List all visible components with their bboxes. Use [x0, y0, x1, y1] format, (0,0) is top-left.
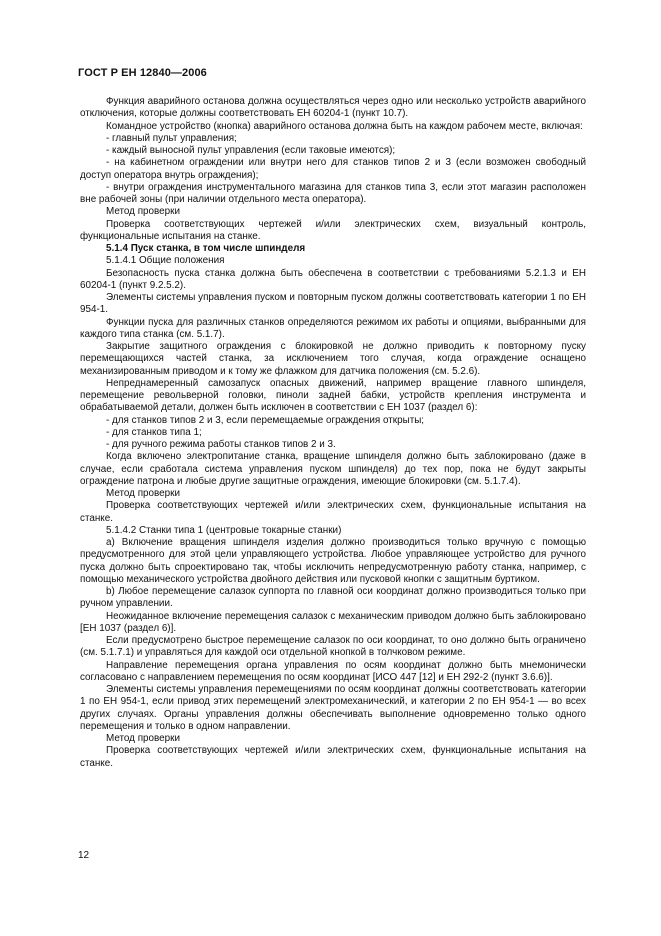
paragraph: Элементы системы управления пуском и повторным пуском должны соответствовать категории 1 по ЕН 954-1.: [80, 292, 586, 316]
subsection-heading: 5.1.4.2 Станки типа 1 (центровые токарные станки): [106, 524, 342, 536]
paragraph: Проверка соответствующих чертежей и/или электрических схем, визуальный контроль, функциональные испытания на станке.: [80, 218, 586, 242]
paragraph: Проверка соответствующих чертежей и/или электрических схем, функциональные испытания на станке.: [80, 500, 586, 524]
list-item: - на кабинетном ограждении или внутри него для станков типов 2 и 3 (если возможен свободный доступ оператора внутрь ограждения);: [80, 157, 586, 181]
paragraph: Элементы системы управления перемещениями по осям координат должны соответствовать категории 1 по ЕН 954-1, если привод этих перемещений электромеханический, и категории 2 по ЕН 954-1 — во всех других случаях. Органы управления должны обеспечивать выполнение одновременно только одного перемещения и только в одном направлении.: [80, 684, 586, 732]
paragraph: Проверка соответствующих чертежей и/или электрических схем, функциональные испытания на станке.: [80, 745, 586, 769]
document-body: [80, 96, 586, 770]
paragraph: Безопасность пуска станка должна быть обеспечена в соответствии с требованиями 5.2.1.3 и ЕН 60204-1 (пункт 9.2.5.2).: [80, 267, 586, 291]
paragraph: Метод проверки: [106, 488, 180, 499]
paragraph: Когда включено электропитание станка, вращение шпинделя должно быть заблокировано (даже в случае, если сработала система управления пуском шпинделя) до тех пор, пока не будут закрыты ограждение патрона и любые другие защитные ограждения, имеющие блокировки (см. 5.1.7.4).: [80, 451, 586, 487]
paragraph: Функция аварийного останова должна осуществляться через одно или несколько устройств аварийного отключения, которые должны соответствовать ЕН 60204-1 (пункт 10.7).: [80, 96, 586, 120]
paragraph: Метод проверки: [106, 206, 180, 218]
list-item: - для станков типов 2 и 3, если перемещаемые ограждения открыты;: [106, 414, 425, 426]
paragraph: Функции пуска для различных станков определяются режимом их работы и опциями, выбранными для каждого типа станка (см. 5.1.7).: [80, 316, 586, 340]
paragraph: Неожиданное включение перемещения салазок с механическим приводом должно быть заблокировано [ЕН 1037 (раздел 6)].: [80, 610, 586, 634]
page-number: 12: [78, 850, 90, 861]
list-item: - внутри ограждения инструментального магазина для станков типа 3, если этот магазин расположен вне рабочей зоны (при наличии отдельного места оператора).: [80, 181, 586, 205]
paragraph: b) Любое перемещение салазок суппорта по главной оси координат должно производиться только при ручном управлении.: [80, 586, 586, 610]
list-item: - для ручного режима работы станков типов 2 и 3.: [106, 439, 336, 450]
paragraph: Если предусмотрено быстрое перемещение салазок по оси координат, то оно должно быть ограничено (см. 5.1.7.1) и управляться для каждой оси отдельной кнопкой в толчковом режиме.: [80, 635, 586, 659]
section-heading: 5.1.4 Пуск станка, в том числе шпинделя: [106, 243, 306, 254]
subsection-heading: 5.1.4.1 Общие положения: [106, 255, 225, 267]
paragraph: Непреднамеренный самозапуск опасных движений, например вращение главного шпинделя, перемещение револьверной головки, пиноли задней бабки, устройств крепления инструмента и обрабатываемой детали, должен быть исключен в соответствии с ЕН 1037 (раздел 6):: [80, 377, 586, 414]
paragraph: Направление перемещения органа управления по осям координат должно быть мнемонически согласовано с направлением перемещения по осям координат [ИСО 447 [12] и ЕН 292-2 (пункт 3.6.6)].: [80, 659, 586, 683]
list-item: - главный пульт управления;: [106, 132, 237, 144]
document-header: ГОСТ Р ЕН 12840—2006: [78, 67, 207, 79]
list-item: - каждый выносной пульт управления (если таковые имеются);: [106, 145, 396, 156]
paragraph: Командное устройство (кнопка) аварийного останова должна быть на каждом рабочем месте, включая:: [106, 120, 583, 132]
list-item: - для станков типа 1;: [106, 426, 202, 438]
paragraph: Метод проверки: [106, 733, 180, 744]
paragraph: Закрытие защитного ограждения с блокировкой не должно приводить к повторному пуску перемещающихся частей станка, за исключением того случая, когда ограждение оснащено механизированным приводом и к тому же флажком для датчика положения (см. 5.2.6).: [80, 341, 586, 377]
paragraph: a) Включение вращения шпинделя изделия должно производиться только вручную с помощью предусмотренного для этой цели управляющего устройства. Любое управляющее устройство для ручного пуска должно быть спроектировано так, чтобы исключить непредусмотренную работу станка, например, с помощью механического устройства двойного действия или пусковой кнопки с защитным буртиком.: [80, 537, 586, 585]
